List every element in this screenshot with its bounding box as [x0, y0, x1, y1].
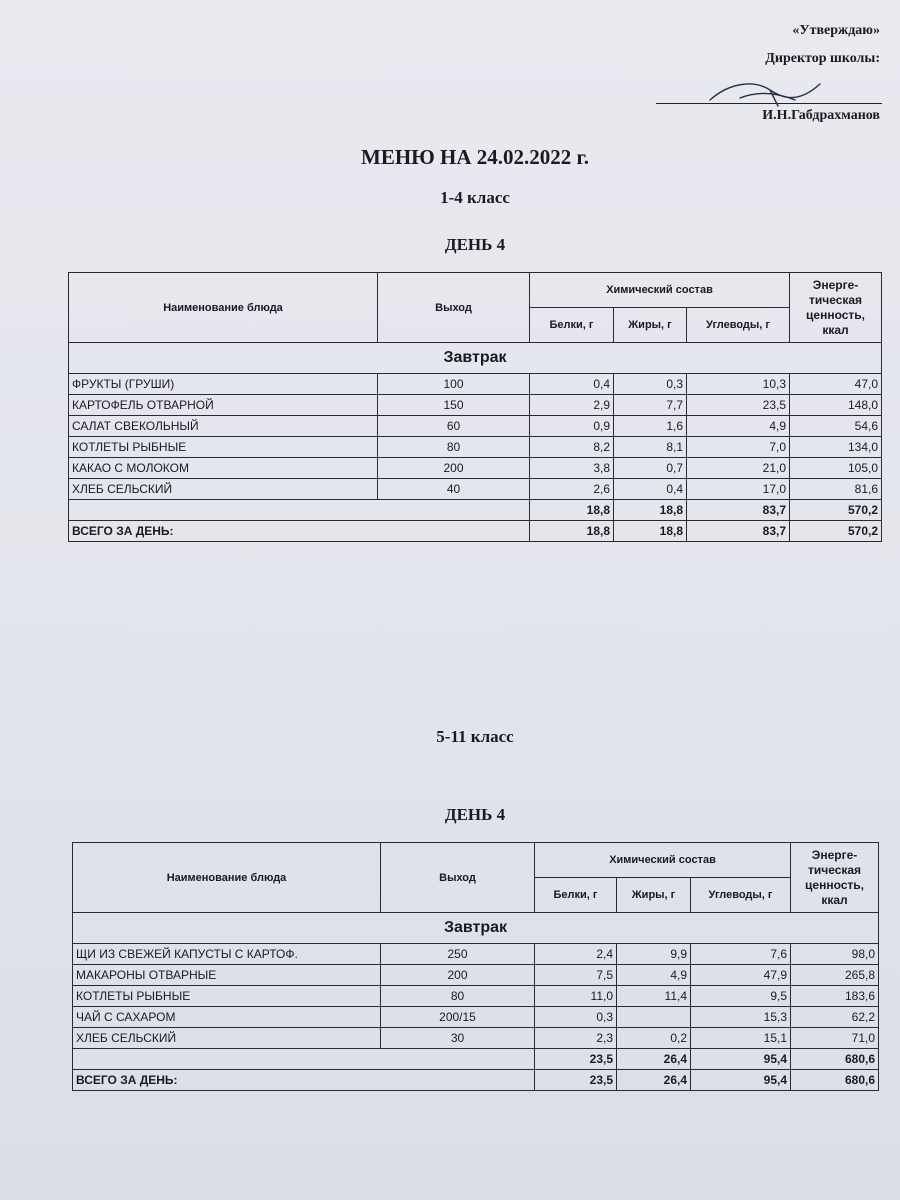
dish-fat: 4,9 [617, 965, 691, 986]
dish-yield: 40 [378, 479, 530, 500]
total-label: ВСЕГО ЗА ДЕНЬ: [73, 1070, 535, 1091]
total-protein: 23,5 [535, 1070, 617, 1091]
day-label-1: ДЕНЬ 4 [444, 235, 506, 254]
dish-energy: 47,0 [790, 374, 882, 395]
dish-protein: 0,9 [530, 416, 614, 437]
total-fat: 26,4 [617, 1070, 691, 1091]
dish-name: ЩИ ИЗ СВЕЖЕЙ КАПУСТЫ С КАРТОФ. [73, 944, 381, 965]
dish-fat: 1,6 [614, 416, 687, 437]
grade-label-2: 5-11 класс [436, 727, 514, 746]
subtotal-protein: 23,5 [535, 1049, 617, 1070]
approval-block [762, 22, 880, 123]
dish-energy: 98,0 [791, 944, 879, 965]
table-row [73, 986, 879, 1007]
dish-name: ФРУКТЫ (ГРУШИ) [69, 374, 378, 395]
col-header-fat: Жиры, г [614, 308, 687, 343]
dish-name: ХЛЕБ СЕЛЬСКИЙ [73, 1028, 381, 1049]
dish-name: КОТЛЕТЫ РЫБНЫЕ [69, 437, 378, 458]
dish-protein: 11,0 [535, 986, 617, 1007]
dish-carbs: 23,5 [687, 395, 790, 416]
dish-carbs: 47,9 [691, 965, 791, 986]
total-protein: 18,8 [530, 521, 614, 542]
table-row [69, 437, 882, 458]
dish-fat: 0,2 [617, 1028, 691, 1049]
total-carbs: 83,7 [687, 521, 790, 542]
dish-energy: 62,2 [791, 1007, 879, 1028]
dish-yield: 30 [381, 1028, 535, 1049]
col-header-name: Наименование блюда [73, 843, 381, 913]
menu-table-5-11 [72, 842, 879, 1091]
meal-row [73, 913, 879, 944]
dish-protein: 7,5 [535, 965, 617, 986]
dish-energy: 148,0 [790, 395, 882, 416]
dish-carbs: 4,9 [687, 416, 790, 437]
table-row [69, 374, 882, 395]
dish-fat: 0,4 [614, 479, 687, 500]
day-label-2: ДЕНЬ 4 [444, 805, 506, 824]
table-header-row [73, 843, 879, 878]
dish-protein: 2,6 [530, 479, 614, 500]
dish-carbs: 17,0 [687, 479, 790, 500]
meal-label: Завтрак [69, 343, 882, 374]
dish-fat: 11,4 [617, 986, 691, 1007]
dish-fat: 8,1 [614, 437, 687, 458]
table-row [69, 416, 882, 437]
dish-fat: 7,7 [614, 395, 687, 416]
col-header-carbs: Углеводы, г [687, 308, 790, 343]
dish-energy: 71,0 [791, 1028, 879, 1049]
subtotal-label [69, 500, 530, 521]
col-header-chemical: Химический состав [535, 843, 791, 878]
approval-director-name: И.Н.Габдрахманов [762, 108, 880, 123]
dish-yield: 200 [378, 458, 530, 479]
col-header-fat: Жиры, г [617, 878, 691, 913]
total-fat: 18,8 [614, 521, 687, 542]
meal-row [69, 343, 882, 374]
dish-fat: 9,9 [617, 944, 691, 965]
subtotal-fat: 26,4 [617, 1049, 691, 1070]
menu-table-1-4 [68, 272, 882, 542]
dish-yield: 150 [378, 395, 530, 416]
subtotal-carbs: 83,7 [687, 500, 790, 521]
dish-fat: 0,7 [614, 458, 687, 479]
dish-protein: 2,4 [535, 944, 617, 965]
col-header-carbs: Углеводы, г [691, 878, 791, 913]
dish-protein: 3,8 [530, 458, 614, 479]
dish-protein: 8,2 [530, 437, 614, 458]
dish-protein: 2,9 [530, 395, 614, 416]
dish-name: ЧАЙ С САХАРОМ [73, 1007, 381, 1028]
subtotal-energy: 680,6 [791, 1049, 879, 1070]
subtotal-energy: 570,2 [790, 500, 882, 521]
dish-fat [617, 1007, 691, 1028]
col-header-yield: Выход [378, 273, 530, 343]
dish-protein: 2,3 [535, 1028, 617, 1049]
total-row [73, 1070, 879, 1091]
subtotal-label [73, 1049, 535, 1070]
total-row [69, 521, 882, 542]
dish-carbs: 9,5 [691, 986, 791, 1007]
dish-name: КАКАО С МОЛОКОМ [69, 458, 378, 479]
dish-carbs: 15,3 [691, 1007, 791, 1028]
col-header-protein: Белки, г [530, 308, 614, 343]
meal-label: Завтрак [73, 913, 879, 944]
table-row [73, 965, 879, 986]
dish-name: КАРТОФЕЛЬ ОТВАРНОЙ [69, 395, 378, 416]
dish-fat: 0,3 [614, 374, 687, 395]
dish-name: САЛАТ СВЕКОЛЬНЫЙ [69, 416, 378, 437]
dish-carbs: 7,0 [687, 437, 790, 458]
grade-label-1: 1-4 класс [440, 188, 510, 207]
dish-name: ХЛЕБ СЕЛЬСКИЙ [69, 479, 378, 500]
table-row [73, 944, 879, 965]
total-label: ВСЕГО ЗА ДЕНЬ: [69, 521, 530, 542]
dish-energy: 183,6 [791, 986, 879, 1007]
subtotal-row [73, 1049, 879, 1070]
total-energy: 570,2 [790, 521, 882, 542]
dish-yield: 80 [381, 986, 535, 1007]
dish-protein: 0,4 [530, 374, 614, 395]
subtotal-protein: 18,8 [530, 500, 614, 521]
subtotal-fat: 18,8 [614, 500, 687, 521]
dish-yield: 200/15 [381, 1007, 535, 1028]
dish-carbs: 7,6 [691, 944, 791, 965]
col-header-name: Наименование блюда [69, 273, 378, 343]
total-energy: 680,6 [791, 1070, 879, 1091]
dish-energy: 134,0 [790, 437, 882, 458]
page-title: МЕНЮ НА 24.02.2022 г. [361, 145, 589, 169]
col-header-yield: Выход [381, 843, 535, 913]
dish-energy: 81,6 [790, 479, 882, 500]
table-header-row [69, 273, 882, 308]
dish-yield: 200 [381, 965, 535, 986]
dish-protein: 0,3 [535, 1007, 617, 1028]
col-header-energy: Энерге-тическая ценность, ккал [790, 273, 882, 343]
table-row [73, 1007, 879, 1028]
dish-energy: 105,0 [790, 458, 882, 479]
approval-heading: «Утверждаю» [792, 23, 880, 38]
dish-carbs: 15,1 [691, 1028, 791, 1049]
dish-energy: 265,8 [791, 965, 879, 986]
col-header-chemical: Химический состав [530, 273, 790, 308]
table-row [73, 1028, 879, 1049]
dish-name: МАКАРОНЫ ОТВАРНЫЕ [73, 965, 381, 986]
col-header-protein: Белки, г [535, 878, 617, 913]
table-row [69, 395, 882, 416]
dish-carbs: 10,3 [687, 374, 790, 395]
dish-yield: 100 [378, 374, 530, 395]
subtotal-row [69, 500, 882, 521]
dish-yield: 60 [378, 416, 530, 437]
dish-carbs: 21,0 [687, 458, 790, 479]
total-carbs: 95,4 [691, 1070, 791, 1091]
dish-name: КОТЛЕТЫ РЫБНЫЕ [73, 986, 381, 1007]
col-header-energy: Энерге-тическая ценность, ккал [791, 843, 879, 913]
dish-yield: 80 [378, 437, 530, 458]
subtotal-carbs: 95,4 [691, 1049, 791, 1070]
dish-energy: 54,6 [790, 416, 882, 437]
table-row [69, 479, 882, 500]
dish-yield: 250 [381, 944, 535, 965]
handwritten-signature [700, 72, 840, 112]
table-row [69, 458, 882, 479]
approval-position: Директор школы: [765, 51, 880, 67]
